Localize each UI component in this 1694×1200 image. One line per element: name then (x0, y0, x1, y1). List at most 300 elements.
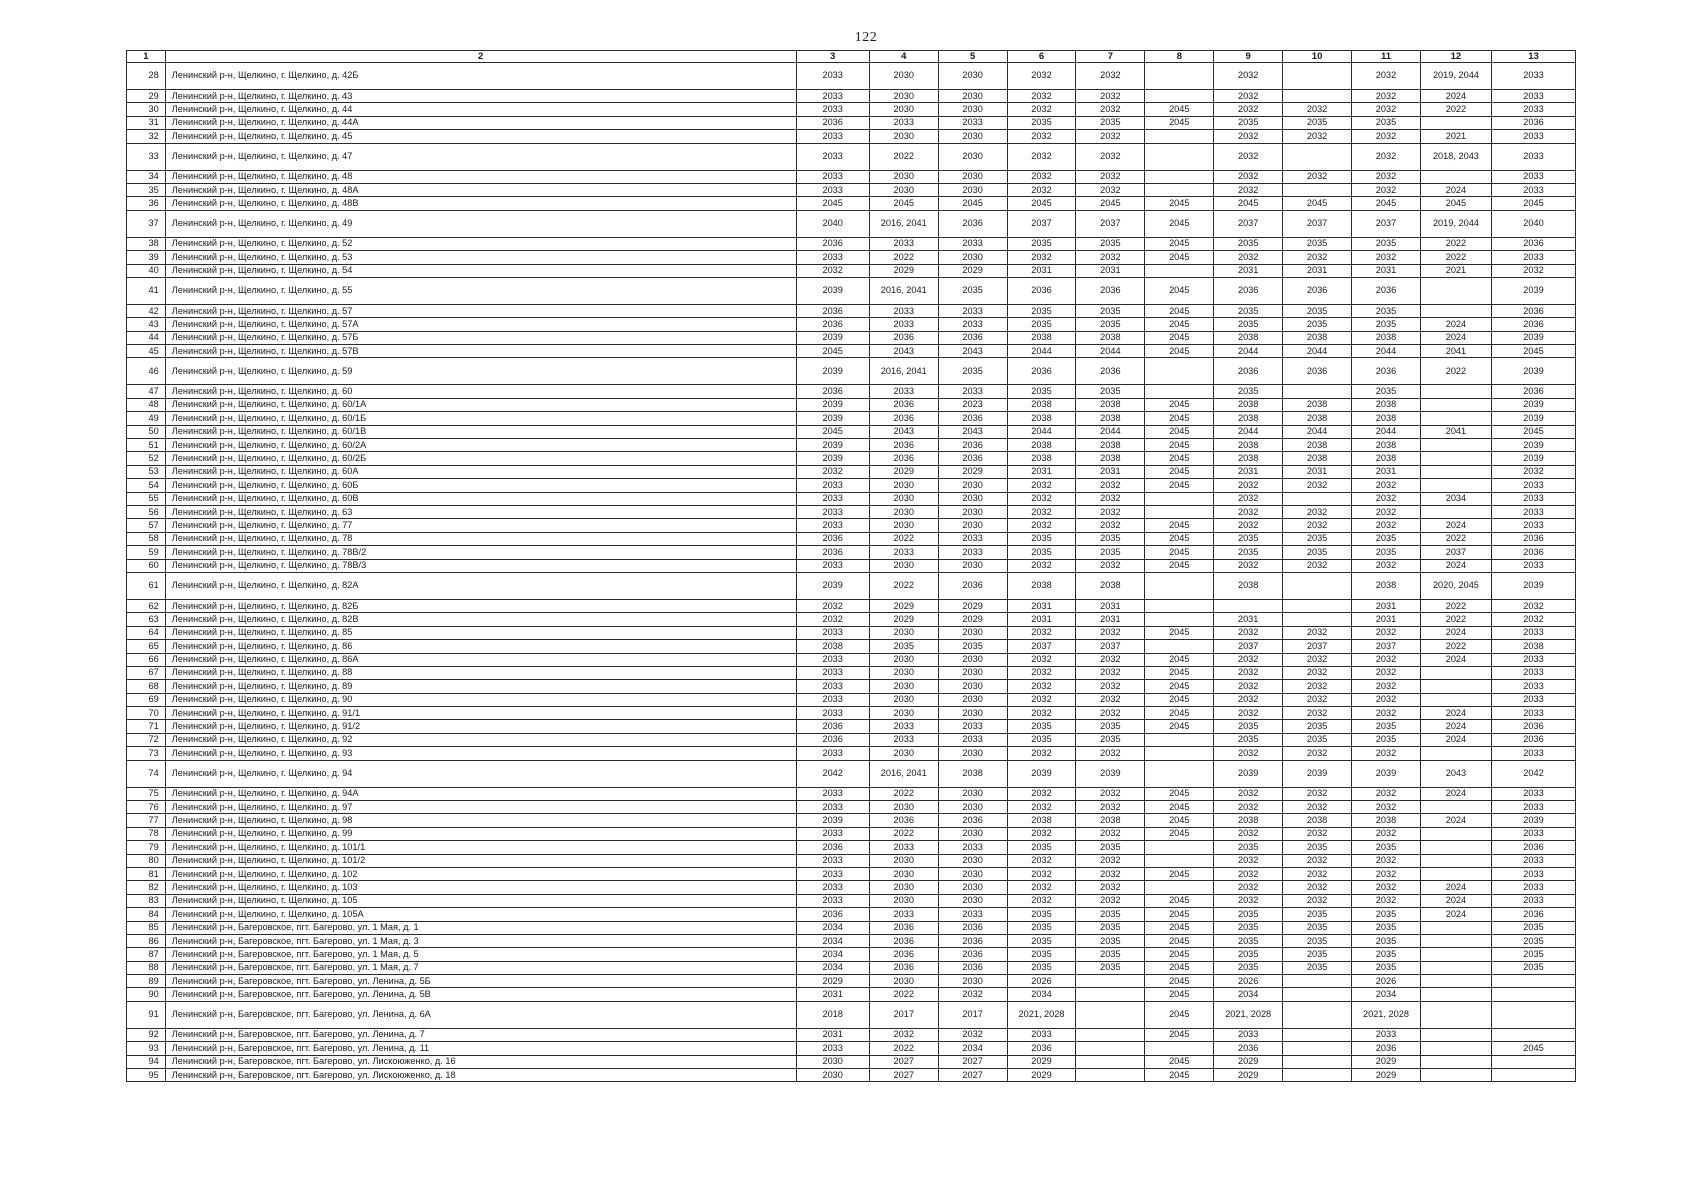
year-cell: 2036 (1214, 1042, 1283, 1055)
year-cell: 2032 (1214, 827, 1283, 840)
year-cell: 2036 (796, 908, 869, 921)
year-cell: 2021 (1420, 264, 1491, 277)
year-cell: 2040 (796, 210, 869, 237)
year-cell: 2045 (1145, 787, 1214, 800)
year-cell (1283, 1028, 1352, 1041)
year-cell: 2036 (796, 116, 869, 129)
year-cell: 2032 (938, 988, 1007, 1001)
address-cell: Ленинский р-н, Щелкино, г. Щелкино, д. 44А (165, 116, 796, 129)
year-cell: 2033 (796, 519, 869, 532)
year-cell: 2036 (1491, 841, 1575, 854)
column-number-row (127, 51, 1576, 63)
year-cell: 2031 (1214, 264, 1283, 277)
year-cell: 2030 (938, 801, 1007, 814)
year-cell: 2035 (1007, 304, 1076, 317)
year-cell: 2032 (1352, 801, 1421, 814)
year-cell: 2032 (1352, 559, 1421, 572)
year-cell: 2033 (938, 116, 1007, 129)
year-cell: 2032 (1352, 492, 1421, 505)
year-cell: 2039 (1076, 760, 1145, 787)
year-cell: 2033 (869, 908, 938, 921)
year-cell: 2033 (869, 841, 938, 854)
year-cell: 2033 (1214, 1028, 1283, 1041)
row-number: 39 (127, 251, 166, 264)
year-cell: 2036 (796, 237, 869, 250)
year-cell: 2037 (1076, 210, 1145, 237)
address-cell: Ленинский р-н, Багеровское, пгт. Багерово, ул. Ленина, д. 7 (165, 1028, 796, 1041)
year-cell: 2030 (869, 680, 938, 693)
year-cell: 2022 (869, 143, 938, 170)
year-cell: 2045 (1145, 425, 1214, 438)
year-cell: 2034 (796, 948, 869, 961)
year-cell: 2038 (1214, 452, 1283, 465)
year-cell: 2035 (1214, 934, 1283, 947)
year-cell: 2032 (1491, 613, 1575, 626)
year-cell: 2032 (1076, 747, 1145, 760)
year-cell: 2021, 2028 (1007, 1001, 1076, 1028)
year-cell: 2032 (1214, 693, 1283, 706)
row-number: 77 (127, 814, 166, 827)
year-cell: 2036 (938, 572, 1007, 599)
year-cell: 2033 (796, 559, 869, 572)
year-cell: 2026 (1352, 975, 1421, 988)
row-number: 85 (127, 921, 166, 934)
row-number: 35 (127, 183, 166, 196)
address-cell: Ленинский р-н, Щелкино, г. Щелкино, д. 86А (165, 653, 796, 666)
year-cell: 2037 (1214, 210, 1283, 237)
year-cell: 2032 (1352, 626, 1421, 639)
year-cell: 2032 (1076, 251, 1145, 264)
year-cell: 2032 (1214, 90, 1283, 103)
year-cell: 2044 (1007, 345, 1076, 358)
year-cell (1420, 801, 1491, 814)
year-cell: 2035 (1283, 304, 1352, 317)
table-row (127, 626, 1576, 639)
year-cell: 2032 (1076, 666, 1145, 679)
year-cell: 2032 (1214, 519, 1283, 532)
year-cell: 2032 (1007, 559, 1076, 572)
year-cell: 2022 (1420, 613, 1491, 626)
year-cell: 2035 (1491, 934, 1575, 947)
year-cell: 2031 (1076, 465, 1145, 478)
table-row (127, 720, 1576, 733)
year-cell: 2035 (1076, 841, 1145, 854)
address-cell: Ленинский р-н, Багеровское, пгт. Багерово, ул. Ленина, д. 11 (165, 1042, 796, 1055)
table-row (127, 760, 1576, 787)
row-number: 80 (127, 854, 166, 867)
year-cell: 2032 (1076, 143, 1145, 170)
year-cell: 2019, 2044 (1420, 63, 1491, 90)
year-cell: 2038 (1076, 398, 1145, 411)
year-cell: 2036 (1491, 532, 1575, 545)
year-cell: 2035 (1214, 385, 1283, 398)
year-cell: 2024 (1420, 653, 1491, 666)
year-cell: 2036 (938, 934, 1007, 947)
year-cell: 2035 (1352, 733, 1421, 746)
year-cell: 2032 (796, 613, 869, 626)
year-cell: 2032 (1214, 183, 1283, 196)
year-cell: 2030 (938, 867, 1007, 880)
row-number: 52 (127, 452, 166, 465)
year-cell: 2035 (1352, 934, 1421, 947)
year-cell (1145, 505, 1214, 518)
table-row (127, 948, 1576, 961)
year-cell: 2024 (1420, 318, 1491, 331)
year-cell (1145, 760, 1214, 787)
year-cell: 2039 (1491, 439, 1575, 452)
year-cell (1076, 975, 1145, 988)
year-cell: 2032 (1352, 787, 1421, 800)
year-cell: 2033 (796, 90, 869, 103)
year-cell: 2033 (796, 103, 869, 116)
address-cell: Ленинский р-н, Щелкино, г. Щелкино, д. 63 (165, 505, 796, 518)
year-cell: 2045 (1145, 894, 1214, 907)
table-row (127, 680, 1576, 693)
address-cell: Ленинский р-н, Щелкино, г. Щелкино, д. 60В (165, 492, 796, 505)
year-cell: 2039 (1491, 358, 1575, 385)
row-number: 63 (127, 613, 166, 626)
year-cell: 2030 (938, 881, 1007, 894)
year-cell: 2036 (938, 439, 1007, 452)
year-cell: 2036 (938, 452, 1007, 465)
year-cell (1145, 170, 1214, 183)
year-cell: 2030 (869, 479, 938, 492)
year-cell: 2036 (869, 934, 938, 947)
year-cell: 2033 (1491, 747, 1575, 760)
year-cell: 2024 (1420, 881, 1491, 894)
column-number: 11 (1352, 51, 1421, 63)
year-cell: 2030 (938, 975, 1007, 988)
year-cell: 2035 (1007, 934, 1076, 947)
table-row (127, 398, 1576, 411)
year-cell: 2045 (1491, 345, 1575, 358)
address-cell: Ленинский р-н, Щелкино, г. Щелкино, д. 90 (165, 693, 796, 706)
year-cell: 2030 (869, 653, 938, 666)
year-cell: 2045 (1145, 653, 1214, 666)
year-cell: 2032 (1214, 881, 1283, 894)
row-number: 36 (127, 197, 166, 210)
year-cell: 2043 (938, 425, 1007, 438)
year-cell: 2032 (1076, 626, 1145, 639)
row-number: 40 (127, 264, 166, 277)
year-cell: 2045 (1145, 707, 1214, 720)
table-row (127, 385, 1576, 398)
row-number: 90 (127, 988, 166, 1001)
year-cell: 2035 (1076, 934, 1145, 947)
year-cell: 2032 (1007, 693, 1076, 706)
year-cell: 2030 (869, 693, 938, 706)
year-cell: 2031 (1076, 599, 1145, 612)
year-cell: 2045 (1145, 908, 1214, 921)
year-cell: 2032 (1283, 653, 1352, 666)
year-cell: 2033 (1491, 680, 1575, 693)
year-cell (1491, 1055, 1575, 1068)
year-cell: 2037 (1352, 640, 1421, 653)
year-cell: 2035 (938, 640, 1007, 653)
year-cell: 2021 (1420, 130, 1491, 143)
year-cell: 2029 (1007, 1069, 1076, 1082)
row-number: 29 (127, 90, 166, 103)
year-cell (1145, 613, 1214, 626)
address-cell: Ленинский р-н, Щелкино, г. Щелкино, д. 91/1 (165, 707, 796, 720)
address-cell: Ленинский р-н, Щелкино, г. Щелкино, д. 60/1Б (165, 412, 796, 425)
year-cell: 2033 (1491, 894, 1575, 907)
table-row (127, 63, 1576, 90)
year-cell: 2030 (938, 63, 1007, 90)
year-cell: 2033 (938, 733, 1007, 746)
year-cell: 2036 (796, 733, 869, 746)
year-cell: 2032 (1352, 747, 1421, 760)
year-cell: 2032 (1283, 747, 1352, 760)
year-cell: 2032 (1214, 653, 1283, 666)
year-cell: 2036 (938, 412, 1007, 425)
address-cell: Ленинский р-н, Щелкино, г. Щелкино, д. 101/2 (165, 854, 796, 867)
year-cell: 2035 (1007, 921, 1076, 934)
year-cell: 2032 (1076, 559, 1145, 572)
table-row (127, 412, 1576, 425)
year-cell: 2029 (869, 264, 938, 277)
row-number: 91 (127, 1001, 166, 1028)
year-cell: 2033 (938, 841, 1007, 854)
year-cell: 2038 (1491, 640, 1575, 653)
year-cell: 2032 (1352, 90, 1421, 103)
year-cell: 2032 (1214, 479, 1283, 492)
year-cell: 2032 (1283, 854, 1352, 867)
year-cell: 2032 (1283, 801, 1352, 814)
year-cell: 2022 (1420, 358, 1491, 385)
year-cell: 2030 (938, 183, 1007, 196)
year-cell (1283, 988, 1352, 1001)
row-number: 88 (127, 961, 166, 974)
row-number: 48 (127, 398, 166, 411)
year-cell: 2032 (1283, 559, 1352, 572)
row-number: 72 (127, 733, 166, 746)
row-number: 56 (127, 505, 166, 518)
year-cell: 2032 (1007, 894, 1076, 907)
year-cell (1420, 385, 1491, 398)
year-cell: 2030 (869, 881, 938, 894)
year-cell: 2032 (1007, 626, 1076, 639)
year-cell: 2032 (1007, 505, 1076, 518)
address-cell: Ленинский р-н, Щелкино, г. Щелкино, д. 43 (165, 90, 796, 103)
year-cell: 2032 (1007, 63, 1076, 90)
year-cell: 2030 (869, 492, 938, 505)
year-cell (1145, 881, 1214, 894)
year-cell: 2022 (869, 827, 938, 840)
year-cell: 2036 (796, 532, 869, 545)
year-cell: 2032 (1007, 479, 1076, 492)
year-cell: 2016, 2041 (869, 210, 938, 237)
year-cell: 2035 (1283, 720, 1352, 733)
year-cell: 2034 (1352, 988, 1421, 1001)
year-cell: 2033 (796, 827, 869, 840)
row-number: 66 (127, 653, 166, 666)
row-number: 87 (127, 948, 166, 961)
year-cell: 2036 (869, 814, 938, 827)
year-cell: 2036 (938, 948, 1007, 961)
year-cell: 2032 (1352, 854, 1421, 867)
year-cell: 2042 (796, 760, 869, 787)
year-cell: 2030 (938, 143, 1007, 170)
year-cell: 2017 (869, 1001, 938, 1028)
year-cell: 2035 (1283, 908, 1352, 921)
year-cell: 2045 (1145, 680, 1214, 693)
year-cell (1420, 867, 1491, 880)
address-cell: Ленинский р-н, Щелкино, г. Щелкино, д. 60/1В (165, 425, 796, 438)
address-cell: Ленинский р-н, Багеровское, пгт. Багерово, ул. 1 Мая, д. 5 (165, 948, 796, 961)
year-cell (1420, 116, 1491, 129)
year-cell: 2038 (1214, 398, 1283, 411)
year-cell: 2045 (1145, 103, 1214, 116)
row-number: 67 (127, 666, 166, 679)
year-cell: 2036 (1214, 358, 1283, 385)
year-cell: 2032 (1214, 130, 1283, 143)
year-cell (1145, 264, 1214, 277)
year-cell: 2032 (1352, 894, 1421, 907)
year-cell: 2033 (1491, 183, 1575, 196)
year-cell: 2033 (1491, 505, 1575, 518)
year-cell: 2036 (869, 398, 938, 411)
address-cell: Ленинский р-н, Багеровское, пгт. Багерово, ул. 1 Мая, д. 1 (165, 921, 796, 934)
row-number: 57 (127, 519, 166, 532)
year-cell: 2030 (938, 787, 1007, 800)
year-cell: 2032 (1007, 680, 1076, 693)
year-cell: 2032 (1283, 867, 1352, 880)
address-cell: Ленинский р-н, Багеровское, пгт. Багерово, ул. Ленина, д. 5В (165, 988, 796, 1001)
year-cell (1420, 412, 1491, 425)
year-cell: 2036 (1352, 1042, 1421, 1055)
year-cell: 2018, 2043 (1420, 143, 1491, 170)
table-row (127, 318, 1576, 331)
year-cell: 2035 (1214, 921, 1283, 934)
table-row (127, 867, 1576, 880)
table-row (127, 237, 1576, 250)
year-cell: 2035 (1007, 546, 1076, 559)
year-cell (1420, 975, 1491, 988)
row-number: 58 (127, 532, 166, 545)
year-cell: 2032 (1076, 707, 1145, 720)
table-row (127, 210, 1576, 237)
table-row (127, 572, 1576, 599)
year-cell: 2045 (1145, 814, 1214, 827)
year-cell: 2036 (1491, 385, 1575, 398)
year-cell (1420, 398, 1491, 411)
address-cell: Ленинский р-н, Щелкино, г. Щелкино, д. 99 (165, 827, 796, 840)
page-number: 122 (854, 30, 878, 45)
year-cell: 2035 (1007, 961, 1076, 974)
row-number: 38 (127, 237, 166, 250)
row-number: 37 (127, 210, 166, 237)
year-cell: 2032 (1352, 881, 1421, 894)
year-cell: 2033 (1491, 519, 1575, 532)
address-cell: Ленинский р-н, Щелкино, г. Щелкино, д. 82Б (165, 599, 796, 612)
row-number: 55 (127, 492, 166, 505)
year-cell (1420, 827, 1491, 840)
year-cell: 2035 (1007, 532, 1076, 545)
year-cell (1420, 854, 1491, 867)
year-cell: 2035 (1214, 733, 1283, 746)
row-number: 42 (127, 304, 166, 317)
year-cell: 2035 (1007, 116, 1076, 129)
address-cell: Ленинский р-н, Щелкино, г. Щелкино, д. 42Б (165, 63, 796, 90)
year-cell: 2038 (1007, 452, 1076, 465)
year-cell: 2032 (1214, 63, 1283, 90)
year-cell: 2035 (1352, 546, 1421, 559)
year-cell: 2036 (1007, 1042, 1076, 1055)
year-cell: 2032 (1076, 63, 1145, 90)
year-cell: 2031 (1007, 613, 1076, 626)
year-cell: 2045 (1145, 519, 1214, 532)
year-cell: 2039 (796, 412, 869, 425)
table-row (127, 908, 1576, 921)
year-cell: 2032 (1352, 505, 1421, 518)
year-cell: 2032 (796, 465, 869, 478)
year-cell: 2039 (1352, 760, 1421, 787)
year-cell: 2033 (1491, 867, 1575, 880)
table-row (127, 546, 1576, 559)
address-cell: Ленинский р-н, Щелкино, г. Щелкино, д. 60Б (165, 479, 796, 492)
year-cell: 2036 (1491, 733, 1575, 746)
year-cell: 2041 (1420, 345, 1491, 358)
year-cell: 2035 (1214, 304, 1283, 317)
table-row (127, 881, 1576, 894)
year-cell (1420, 693, 1491, 706)
address-cell: Ленинский р-н, Щелкино, г. Щелкино, д. 49 (165, 210, 796, 237)
year-cell: 2045 (1145, 827, 1214, 840)
year-cell: 2038 (1283, 398, 1352, 411)
year-cell: 2033 (796, 183, 869, 196)
year-cell: 2035 (1352, 908, 1421, 921)
year-cell (1420, 747, 1491, 760)
address-cell: Ленинский р-н, Щелкино, г. Щелкино, д. 105 (165, 894, 796, 907)
address-cell: Ленинский р-н, Щелкино, г. Щелкино, д. 101/1 (165, 841, 796, 854)
year-cell: 2032 (1076, 693, 1145, 706)
year-cell: 2032 (938, 1028, 1007, 1041)
year-cell: 2038 (1352, 572, 1421, 599)
year-cell: 2029 (1352, 1069, 1421, 1082)
year-cell: 2016, 2041 (869, 760, 938, 787)
year-cell: 2038 (1283, 452, 1352, 465)
year-cell: 2035 (1491, 961, 1575, 974)
table-row (127, 345, 1576, 358)
year-cell: 2032 (1007, 707, 1076, 720)
year-cell: 2035 (1352, 304, 1421, 317)
year-cell: 2022 (869, 988, 938, 1001)
year-cell: 2032 (1007, 867, 1076, 880)
address-cell: Ленинский р-н, Щелкино, г. Щелкино, д. 60 (165, 385, 796, 398)
row-number: 32 (127, 130, 166, 143)
year-cell: 2033 (796, 143, 869, 170)
year-cell: 2036 (1491, 116, 1575, 129)
year-cell: 2044 (1007, 425, 1076, 438)
address-cell: Ленинский р-н, Щелкино, г. Щелкино, д. 48А (165, 183, 796, 196)
year-cell: 2032 (1076, 130, 1145, 143)
year-cell: 2030 (938, 626, 1007, 639)
table-row (127, 1055, 1576, 1068)
year-cell: 2032 (1076, 854, 1145, 867)
address-cell: Ленинский р-н, Щелкино, г. Щелкино, д. 85 (165, 626, 796, 639)
year-cell: 2038 (1283, 439, 1352, 452)
year-cell: 2039 (1491, 412, 1575, 425)
year-cell: 2045 (938, 197, 1007, 210)
row-number: 54 (127, 479, 166, 492)
year-cell: 2045 (1145, 237, 1214, 250)
address-cell: Ленинский р-н, Щелкино, г. Щелкино, д. 93 (165, 747, 796, 760)
address-cell: Ленинский р-н, Щелкино, г. Щелкино, д. 48В (165, 197, 796, 210)
year-cell: 2035 (1491, 948, 1575, 961)
year-cell: 2035 (1007, 720, 1076, 733)
year-cell: 2038 (1283, 814, 1352, 827)
